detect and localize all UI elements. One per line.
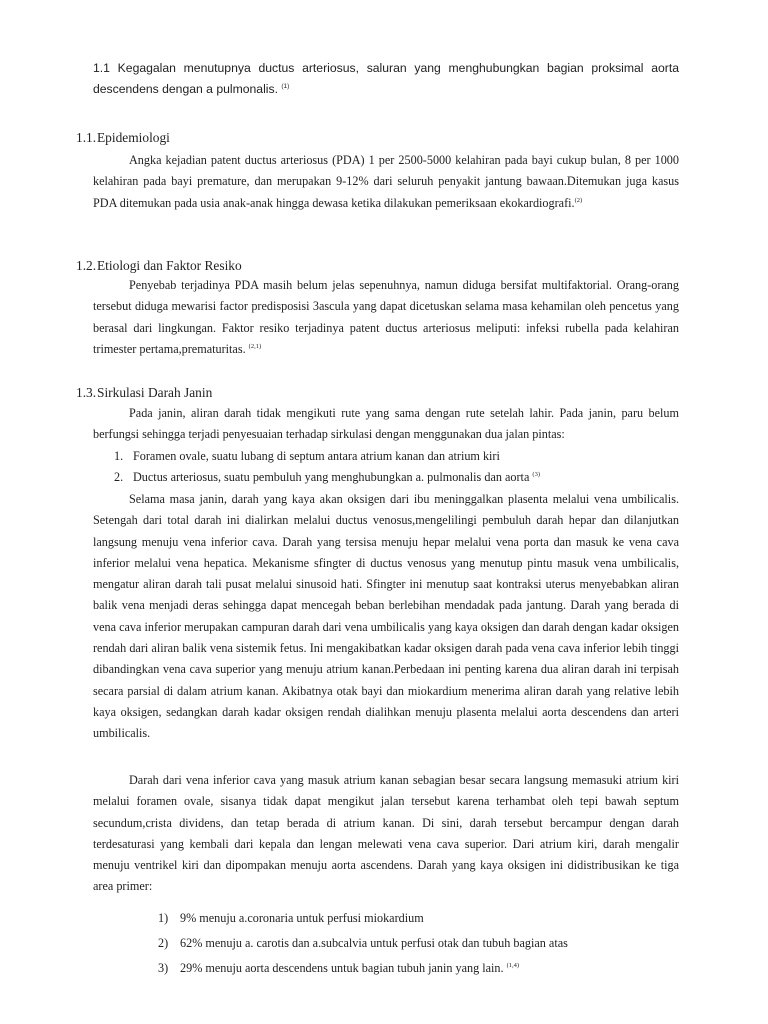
heading-title: Epidemiologi [97,130,170,145]
list-item [158,933,678,958]
citation: (2) [574,196,583,204]
list-text: Foramen ovale, suatu lubang di septum antara atrium kanan dan atrium kiri [133,449,500,463]
paragraph-text: Angka kejadian patent ductus arteriosus (PDA) 1 per 2500-5000 kelahiran pada bayi cukup bulan, 8 per 1000 kelahiran pada bayi premature, dan merupakan 9-12% dari seluruh penyakit jantung bawaan.Ditemukan juga kasus PDA ditemukan pada usia anak-anak hingga dewasa ketika dilakukan pemeriksaan ekokardiografi. [93,153,679,210]
list-number: 2) [158,936,169,950]
list-text: 9% menuju a.coronaria untuk perfusi miokardium [180,911,424,925]
heading-etiologi [76,257,242,275]
list-number: 3) [158,961,169,975]
list-item [158,958,678,983]
list-number: 1. [114,449,124,463]
heading-title: Etiologi dan Faktor Resiko [97,258,242,273]
heading-number: 1.1. [76,130,97,145]
intro-text: 1.1 Kegagalan menutupnya ductus arteriosus, saluran yang menghubungkan bagian proksimal aorta descendens dengan a pulmonalis. [93,61,679,96]
intro-paragraph [93,58,679,100]
paragraph-text: Pada janin, aliran darah tidak mengikuti rute yang sama dengan rute setelah lahir. Pada janin, paru belum berfungsi sehingga terjadi penyesuaian terhadap sirkulasi dengan menggunakan dua jalan pintas: [93,406,679,442]
sirkulasi-paragraph-3 [93,770,679,898]
sirkulasi-paragraph-1 [93,403,679,446]
heading-number: 1.2. [76,258,97,273]
heading-title: Sirkulasi Darah Janin [97,385,213,400]
distribution-list [158,908,678,983]
heading-number: 1.3. [76,385,97,400]
list-number: 2. [114,470,124,484]
list-text: 62% menuju a. carotis dan a.subcalvia untuk perfusi otak dan tubuh bagian atas [180,936,568,950]
citation: (1,4) [506,961,520,969]
paragraph-text: Darah dari vena inferior cava yang masuk atrium kanan sebagian besar secara langsung memasuki atrium kiri melalui foramen ovale, sisanya tidak dapat mengikut jalan tersebut karena terhambat oleh tepi bawah septum secundum,crista dividens, dan tetap berada di atrium kanan. Di sini, darah tersebut bercampur dengan darah terdesaturasi yang kembali dari kepala dan lengan melewati vena cava superior. Dari atrium kiri, darah mengalir menuju ventrikel kiri dan dipompakan menuju aorta ascendens. Darah yang kaya oksigen ini didistribusikan ke tiga area primer: [93,773,679,894]
list-text: 29% menuju aorta descendens untuk bagian tubuh janin yang lain. [180,961,504,975]
list-item [114,446,674,467]
heading-sirkulasi [76,384,212,402]
sirkulasi-paragraph-2 [93,489,679,745]
list-item [114,467,674,488]
list-number: 1) [158,911,169,925]
list-text: Ductus arteriosus, suatu pembuluh yang menghubungkan a. pulmonalis dan aorta [133,470,530,484]
citation: (3) [532,470,540,478]
paragraph-text: Penyebab terjadinya PDA masih belum jelas sepenuhnya, namun diduga bersifat multifaktorial. Orang-orang tersebut diduga mewarisi factor predisposisi 3ascula yang dapat dicetuskan selama masa kehamilan oleh pencetus yang berasal dari lingkungan. Faktor resiko terjadinya patent ductus arteriosus meliputi: infeksi rubella pada kelahiran trimester pertama,prematuritas. [93,278,679,356]
citation: (2,1) [248,342,262,350]
bypass-list [114,446,674,488]
list-item [158,908,678,933]
etiologi-paragraph [93,275,679,360]
heading-epidemiologi [76,129,170,147]
paragraph-text: Selama masa janin, darah yang kaya akan oksigen dari ibu meninggalkan plasenta melalui vena umbilicalis. Setengah dari total darah ini dialirkan melalui ductus venosus,mengelilingi pembuluh darah hepar dan dilanjutkan langsung menuju vena inferior cava. Darah yang tersisa menuju hepar melalui vena porta dan masuk ke vena cava inferior melalui vena hepatica. Mekanisme sfingter di ductus venosus yang menutup pintu masuk vena umbilicalis, mengatur aliran darah tali pusat melalui sinusoid hati. Sfingter ini menutup saat kontraksi uterus menyebabkan aliran balik vena menjadi deras sehingga dapat mencegah beban berlebihan mendadak pada jantung. Darah yang berada di vena cava inferior merupakan campuran darah dari vena umbilicalis yang kaya oksigen dan darah dengan kadar oksigen rendah dari aliran balik vena sistemik fetus. Ini mengakibatkan kadar oksigen darah pada vena cava inferior lebih tinggi dibandingkan vena cava superior yang menuju atrium kanan.Perbedaan ini penting karena dua aliran darah ini terpisah secara parsial di dalam atrium kanan. Akibatnya otak bayi dan miokardium menerima aliran darah yang relative lebih kaya oksigen, sedangkan darah kadar oksigen rendah dialihkan menuju plasenta melalui aorta descendens dan arteri umbilicalis. [93,492,679,741]
intro-citation: (1) [281,82,290,90]
epidemiologi-paragraph [93,150,679,214]
